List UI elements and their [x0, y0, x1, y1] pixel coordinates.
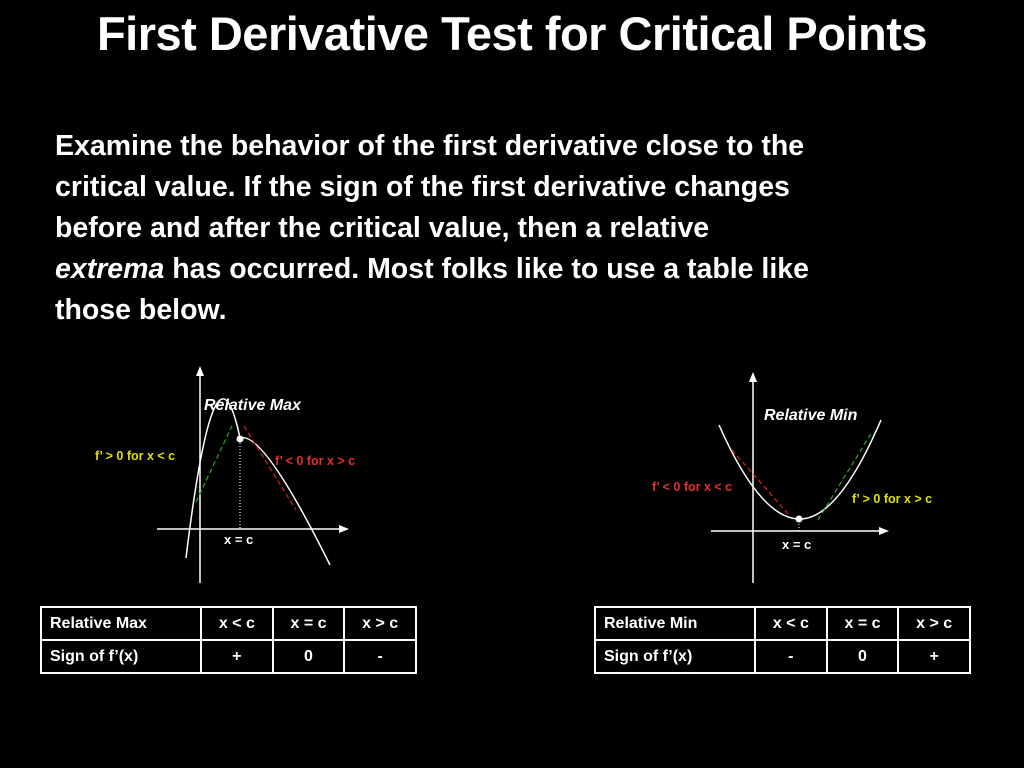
- table-row: [595, 640, 970, 673]
- max-right-label: f’ < 0 for x > c: [275, 454, 356, 468]
- table-row: [41, 607, 416, 640]
- min-right-label: f’ > 0 for x > c: [852, 492, 933, 506]
- table-cell: Sign of f’(x): [41, 640, 201, 673]
- slide-title: First Derivative Test for Critical Points: [96, 7, 928, 60]
- table-cell: 0: [827, 640, 899, 673]
- min-graph-title: Relative Min: [764, 407, 858, 424]
- relative-min-table: [594, 606, 971, 674]
- paragraph-line-4-rest: has occurred. Most folks like to use a table like: [164, 253, 809, 285]
- table-row: [595, 607, 970, 640]
- min-x-axis-arrow: [879, 527, 889, 535]
- min-critical-point: [796, 516, 803, 523]
- min-y-axis-arrow: [749, 372, 757, 382]
- table-cell: +: [201, 640, 273, 673]
- table-row: [41, 640, 416, 673]
- table-header-cell: x < c: [755, 607, 827, 640]
- max-c-label: x = c: [224, 532, 254, 547]
- min-c-label: x = c: [782, 537, 812, 552]
- table-header-cell: x < c: [201, 607, 273, 640]
- paragraph-line-5: those below.: [55, 294, 227, 326]
- table-cell: 0: [273, 640, 345, 673]
- table-cell: -: [344, 640, 416, 673]
- paragraph-line-2: critical value. If the sign of the first derivative changes: [55, 171, 790, 203]
- max-graph-title: Relative Max: [204, 397, 301, 414]
- min-tangent-left: [732, 450, 790, 516]
- extrema-italic: extrema: [55, 253, 165, 285]
- table-header-cell: x > c: [344, 607, 416, 640]
- paragraph-line-1: Examine the behavior of the first derivative close to the: [55, 130, 805, 162]
- table-header-cell: Relative Max: [41, 607, 201, 640]
- min-left-label: f’ < 0 for x < c: [652, 480, 733, 494]
- max-left-label: f’ > 0 for x < c: [95, 449, 176, 463]
- table-header-cell: x > c: [898, 607, 970, 640]
- table-header-cell: Relative Min: [595, 607, 755, 640]
- min-tangent-right: [818, 432, 872, 520]
- table-header-cell: x = c: [273, 607, 345, 640]
- table-cell: -: [755, 640, 827, 673]
- paragraph-line-3: before and after the critical value, then a relative: [55, 212, 710, 244]
- table-header-cell: x = c: [827, 607, 899, 640]
- table-cell: Sign of f’(x): [595, 640, 755, 673]
- relative-max-table: [40, 606, 417, 674]
- table-cell: +: [898, 640, 970, 673]
